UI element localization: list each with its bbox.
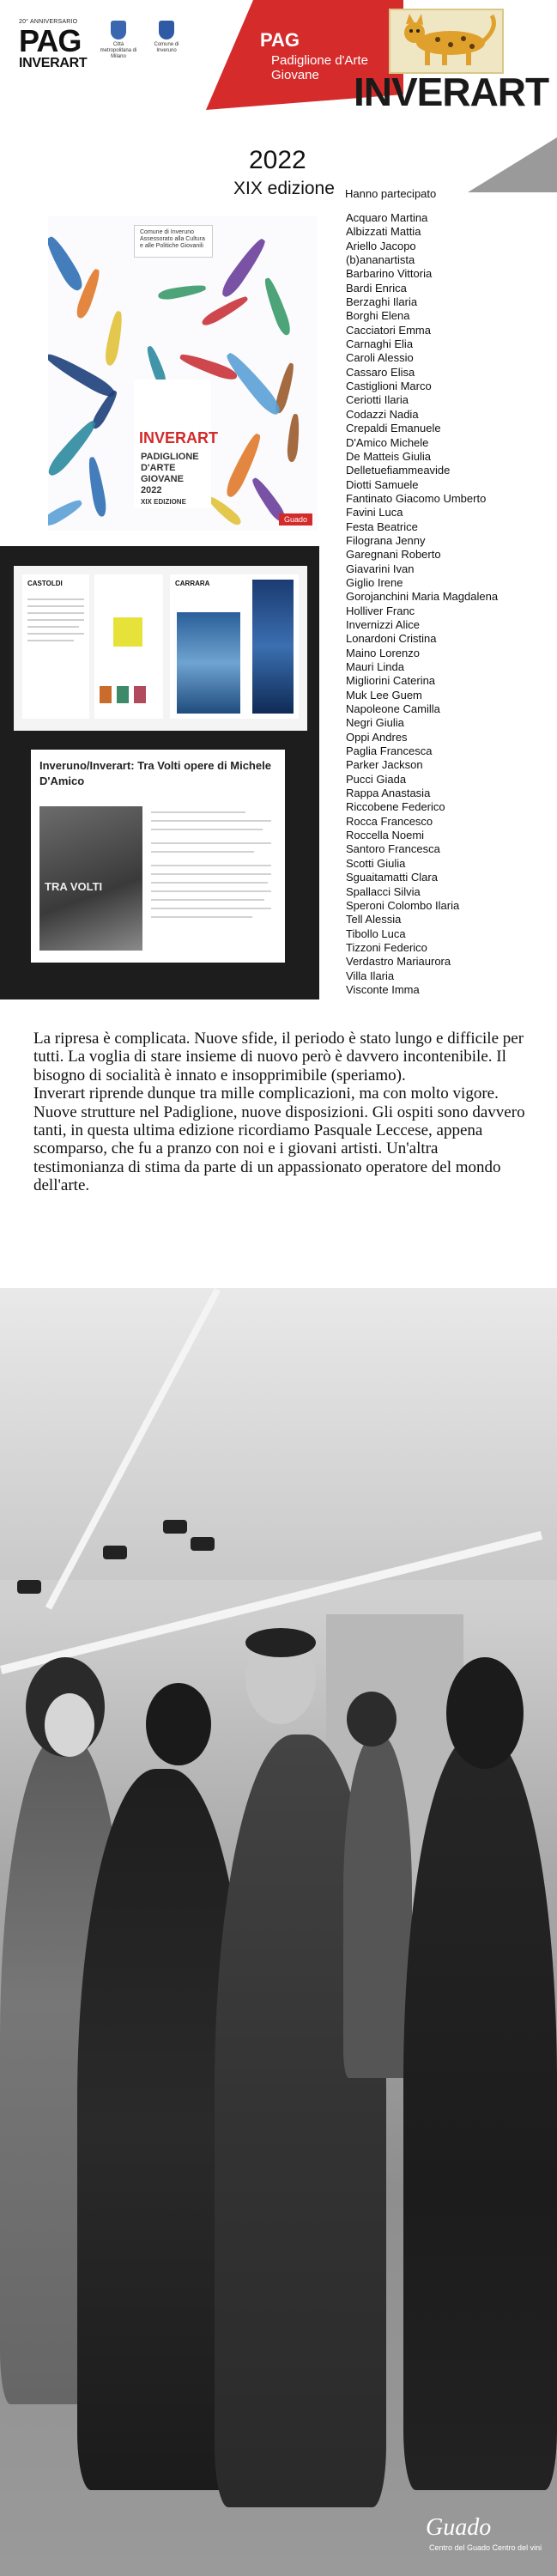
poster-shard — [104, 310, 125, 366]
participant-name: Verdastro Mariaurora — [346, 955, 451, 969]
participant-name: Riccobene Federico — [346, 800, 445, 814]
logo-caption: Comune di Inveruno — [154, 42, 179, 53]
gray-corner-shape — [468, 137, 557, 192]
poster-card — [134, 380, 219, 508]
participant-name: Festa Beatrice — [346, 519, 418, 533]
participant-name: Gorojanchini Maria Magdalena — [346, 590, 499, 604]
poster-shard — [48, 496, 84, 528]
participant-name: Codazzi Nadia — [346, 407, 419, 421]
participant-name: Berzaghi Ilaria — [346, 295, 418, 309]
magazine-page — [22, 574, 89, 719]
participant-name: Pucci Giada — [346, 772, 407, 786]
sponsor-tag: Guado — [279, 513, 312, 526]
participant-name: Ceriotti Ilaria — [346, 393, 409, 407]
participant-name: De Matteis Giulia — [346, 449, 431, 463]
inverart-logo: INVERART — [354, 70, 549, 114]
poster-shard — [219, 236, 269, 301]
guado-watermark: Guado — [426, 2514, 492, 2541]
pag-title: PAG — [260, 29, 300, 51]
participant-name: Cassaro Elisa — [346, 365, 415, 379]
inverart-poster — [48, 216, 318, 531]
shield-icon — [111, 21, 126, 39]
pag-subtitle: Padiglione d'Arte Giovane — [271, 53, 368, 82]
participant-name: Visconte Imma — [346, 982, 420, 996]
participant-name: Maino Lorenzo — [346, 646, 420, 659]
participant-name: Bardi Enrica — [346, 281, 407, 295]
leopard-cat-logo — [389, 9, 504, 74]
logo-caption: Città metropolitana di Milano — [100, 42, 137, 59]
participant-name: Tizzoni Federico — [346, 940, 427, 954]
participant-name: D'Amico Michele — [346, 435, 429, 449]
participant-name: Tibollo Luca — [346, 927, 406, 940]
participants-heading: Hanno partecipato — [345, 187, 437, 200]
poster-line: 2022 — [141, 485, 162, 495]
participant-name: Filograna Jenny — [346, 533, 426, 547]
participant-name: Favini Luca — [346, 506, 403, 519]
news-article — [31, 750, 285, 963]
participant-name: Negri Giulia — [346, 716, 404, 730]
participant-name: Holliver Franc — [346, 604, 415, 617]
participant-name: Santoro Francesca — [346, 842, 440, 856]
magazine-author: CARRARA — [175, 580, 210, 587]
poster-shard — [261, 276, 293, 337]
event-photo — [0, 1288, 557, 2576]
participant-name: Barbarino Vittoria — [346, 267, 433, 281]
participant-name: Roccella Noemi — [346, 829, 425, 842]
poster-line: PADIGLIONE — [141, 452, 199, 462]
participant-name: Caroli Alessio — [346, 351, 414, 365]
poster-shard — [207, 495, 244, 528]
participant-name: Muk Lee Guem — [346, 688, 422, 702]
pag-inverart-brand — [19, 19, 88, 70]
participant-name: Paglia Francesca — [346, 744, 433, 758]
participant-name: Borghi Elena — [346, 309, 410, 323]
participant-name: Giavarini Ivan — [346, 562, 415, 575]
magazine-spread — [14, 566, 307, 731]
poster-line: GIOVANE — [141, 474, 184, 484]
participant-name: Villa Ilaria — [346, 969, 395, 982]
participant-name: (b)ananartista — [346, 253, 415, 267]
comune-inveruno-logo — [148, 21, 185, 54]
participant-name: Carnaghi Elia — [346, 337, 414, 351]
participant-name: Lonardoni Cristina — [346, 632, 437, 646]
article-title: Inveruno/Inverart: Tra Volti opere di Michele D'Amico — [39, 759, 271, 787]
shield-icon — [159, 21, 174, 39]
participant-name: Rocca Francesco — [346, 814, 433, 828]
participant-name: Napoleone Camilla — [346, 702, 440, 716]
anniversary-label: 20° ANNIVERSARIO — [19, 19, 78, 25]
participant-name: Mauri Linda — [346, 660, 404, 673]
participant-name: Parker Jackson — [346, 758, 423, 772]
magazine-page — [94, 574, 163, 719]
participant-name: Oppi Andres — [346, 730, 408, 744]
guado-watermark-caption: Centro del Guado Centro del vini — [429, 2543, 542, 2552]
comune-header — [134, 225, 213, 258]
body-text — [33, 1030, 527, 1195]
leopard-cat-icon — [391, 10, 502, 72]
body-paragraph: Inverart riprende dunque tra mille complicazioni, ma con molto vigore. Nuove strutture nel Padiglione, nuove disposizioni. Gli ospiti sono davvero tanti, in questa ultima edizione ricordiamo Pasquale Leccese, appena scomparso, che fu a pranzo con noi e i giovani artisti. Un'altra testimonianza di stima da parte di un appassionato operatore del mondo dell'arte. — [33, 1084, 525, 1195]
participant-name: Scotti Giulia — [346, 856, 406, 870]
participant-name: Spallacci Silvia — [346, 884, 421, 898]
magazine-page — [170, 574, 299, 719]
poster-shard — [157, 283, 206, 301]
participant-name: Rappa Anastasia — [346, 787, 431, 800]
article-image — [39, 806, 142, 951]
participant-name: Albizzati Mattia — [346, 225, 421, 239]
brand-pag: PAG — [19, 23, 82, 58]
body-paragraph: La ripresa è complicata. Nuove sfide, il periodo è stato lungo e difficile per tutti. La voglia di stare insieme di nuovo però è davvero incontenibile. Il bisogno di socialità è innato e insopprimibile (speriamo). — [33, 1030, 524, 1084]
participant-name: Invernizzi Alice — [346, 617, 420, 631]
participant-name: Tell Alessia — [346, 913, 402, 927]
participant-name: Castiglioni Marco — [346, 380, 432, 393]
edition-year: 2022 — [249, 146, 306, 174]
poster-line: XIX EDIZIONE — [141, 498, 186, 506]
participant-name: Acquaro Martina — [346, 211, 428, 224]
poster-shard — [200, 294, 250, 328]
participants-list — [346, 211, 552, 997]
edition-label: XIX edizione — [233, 179, 335, 198]
poster-title: INVERART — [139, 429, 219, 447]
magazine-author: CASTOLDI — [27, 580, 63, 587]
participant-name: Fantinato Giacomo Umberto — [346, 491, 487, 505]
participant-name: Sguaitamatti Clara — [346, 871, 438, 884]
citta-metropolitana-logo — [100, 21, 137, 60]
poster-line: D'ARTE — [141, 463, 176, 473]
participant-name: Speroni Colombo Ilaria — [346, 898, 460, 912]
poster-shard — [48, 234, 86, 294]
participant-name: Ariello Jacopo — [346, 239, 416, 252]
poster-shard — [86, 456, 108, 517]
article-image-text: TRA VOLTI — [45, 880, 103, 893]
participant-name: Delletuefiammeavide — [346, 464, 451, 477]
participant-name: Cacciatori Emma — [346, 323, 431, 337]
poster-shard — [287, 414, 301, 463]
poster-shard — [222, 349, 284, 419]
participant-name: Crepaldi Emanuele — [346, 422, 441, 435]
participant-name: Diotti Samuele — [346, 477, 419, 491]
brand-inverart: INVERART — [19, 56, 88, 70]
participant-name: Migliorini Caterina — [346, 674, 436, 688]
participant-name: Giglio Irene — [346, 575, 403, 589]
comune-text: Comune di Inveruno Assessorato alla Cultura e alle Politiche Giovanili — [140, 229, 205, 249]
participant-name: Garegnani Roberto — [346, 548, 441, 562]
